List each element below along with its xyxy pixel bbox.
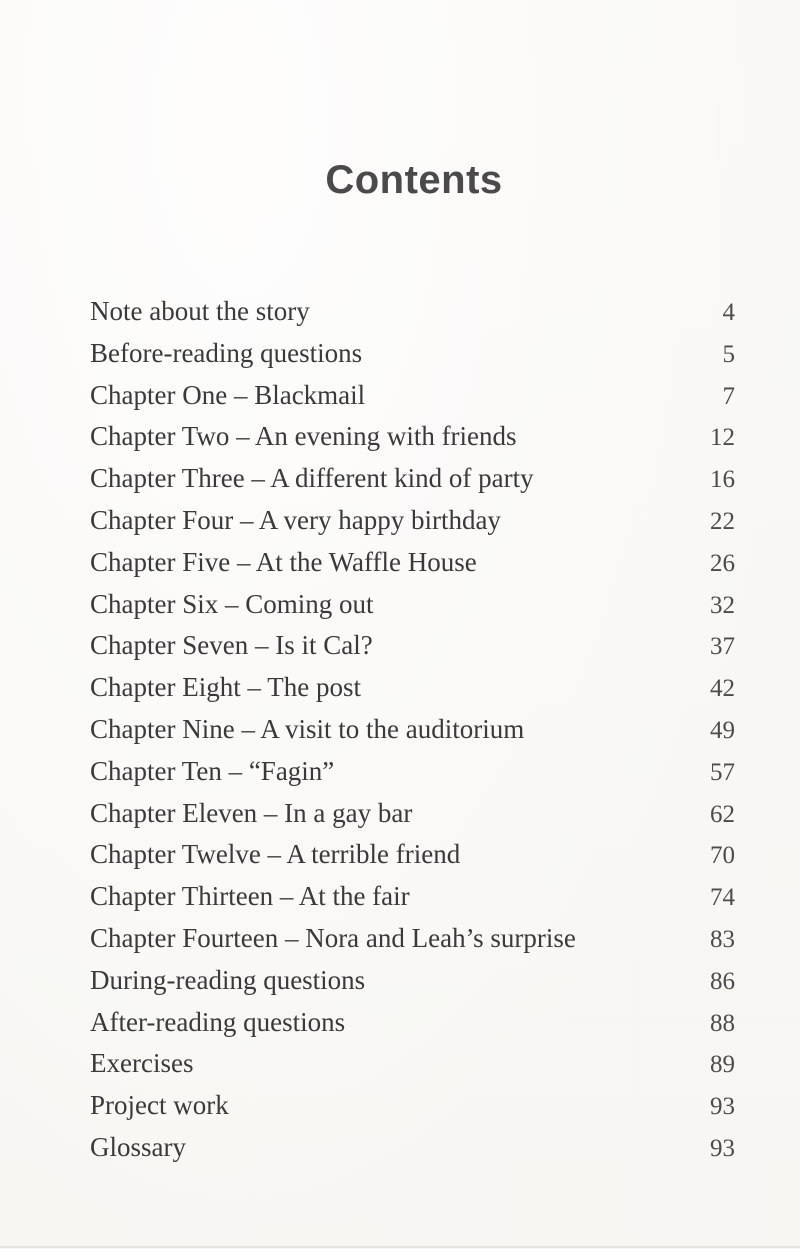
- scan-page-edge-line: [0, 1246, 800, 1248]
- toc-entry-label: Chapter Six – Coming out: [90, 588, 374, 619]
- toc-entry-page-number: 93: [710, 1134, 735, 1162]
- toc-row: [90, 584, 735, 626]
- toc-row: [90, 416, 735, 458]
- toc-entry-page-number: 93: [710, 1093, 735, 1121]
- toc-entry-label: Chapter Eleven – In a gay bar: [90, 797, 413, 828]
- toc-entry-label: Glossary: [90, 1131, 186, 1162]
- toc-entry-page-number: 22: [710, 507, 735, 535]
- toc-row: [90, 333, 735, 375]
- toc-row: [90, 1002, 735, 1044]
- toc-row: [90, 667, 735, 709]
- toc-entry-page-number: 7: [722, 382, 735, 410]
- toc-entry-label: Chapter Seven – Is it Cal?: [90, 630, 373, 661]
- toc-row: [90, 1043, 735, 1085]
- toc-entry-label: Chapter Two – An evening with friends: [90, 421, 517, 452]
- toc-row: [90, 793, 735, 835]
- toc-row: [90, 918, 735, 960]
- toc-row: [90, 375, 735, 417]
- toc-entry-page-number: 49: [710, 716, 735, 744]
- toc-entry-page-number: 12: [710, 424, 735, 452]
- toc-entry-page-number: 86: [710, 967, 735, 995]
- toc-row: [90, 291, 735, 333]
- toc-entry-page-number: 62: [710, 800, 735, 828]
- page-title: Contents: [325, 158, 503, 202]
- toc-entry-page-number: 42: [710, 675, 735, 703]
- toc-entry-label: Chapter Fourteen – Nora and Leah’s surprise: [90, 922, 576, 953]
- toc-entry-label: After-reading questions: [90, 1006, 346, 1037]
- toc-row: [90, 458, 735, 500]
- toc-entry-page-number: 26: [710, 549, 735, 577]
- toc-entry-label: Chapter Five – At the Waffle House: [90, 546, 477, 577]
- toc-entry-page-number: 32: [710, 591, 735, 619]
- toc-list: [90, 291, 735, 1169]
- toc-entry-label: Chapter Eight – The post: [90, 672, 361, 703]
- toc-entry-label: Note about the story: [90, 296, 310, 326]
- toc-row: [90, 960, 735, 1002]
- toc-row: [90, 1085, 735, 1127]
- toc-entry-label: Project work: [90, 1090, 229, 1121]
- toc-entry-label: During-reading questions: [90, 964, 366, 995]
- toc-row: [90, 876, 735, 918]
- toc-entry-page-number: 57: [710, 758, 735, 786]
- toc-entry-label: Exercises: [90, 1048, 194, 1079]
- toc-row: [90, 709, 735, 751]
- toc-row: [90, 834, 735, 876]
- toc-entry-label: Chapter Nine – A visit to the auditorium: [90, 713, 525, 744]
- toc-entry-page-number: 16: [710, 466, 735, 494]
- toc-row: [90, 1127, 735, 1169]
- toc-row: [90, 500, 735, 542]
- toc-entry-page-number: 70: [710, 842, 735, 870]
- toc-entry-page-number: 88: [710, 1009, 735, 1037]
- toc-entry-page-number: 4: [722, 299, 735, 326]
- toc-row: [90, 542, 735, 584]
- toc-entry-label: Chapter Twelve – A terrible friend: [90, 839, 461, 870]
- toc-entry-page-number: 37: [710, 633, 735, 661]
- toc-entry-label: Chapter One – Blackmail: [90, 379, 366, 410]
- toc-entry-page-number: 5: [722, 340, 735, 368]
- toc-entry-page-number: 74: [710, 884, 735, 912]
- toc-entry-label: Chapter Thirteen – At the fair: [90, 881, 410, 912]
- toc-entry-label: Chapter Ten – “Fagin”: [90, 755, 335, 786]
- toc-row: [90, 751, 735, 793]
- toc-entry-label: Chapter Three – A different kind of party: [90, 463, 534, 494]
- toc-entry-label: Chapter Four – A very happy birthday: [90, 504, 501, 535]
- toc-entry-page-number: 83: [710, 925, 735, 953]
- toc-entry-page-number: 89: [710, 1051, 735, 1079]
- toc-row: [90, 625, 735, 667]
- toc-entry-label: Before-reading questions: [90, 337, 363, 368]
